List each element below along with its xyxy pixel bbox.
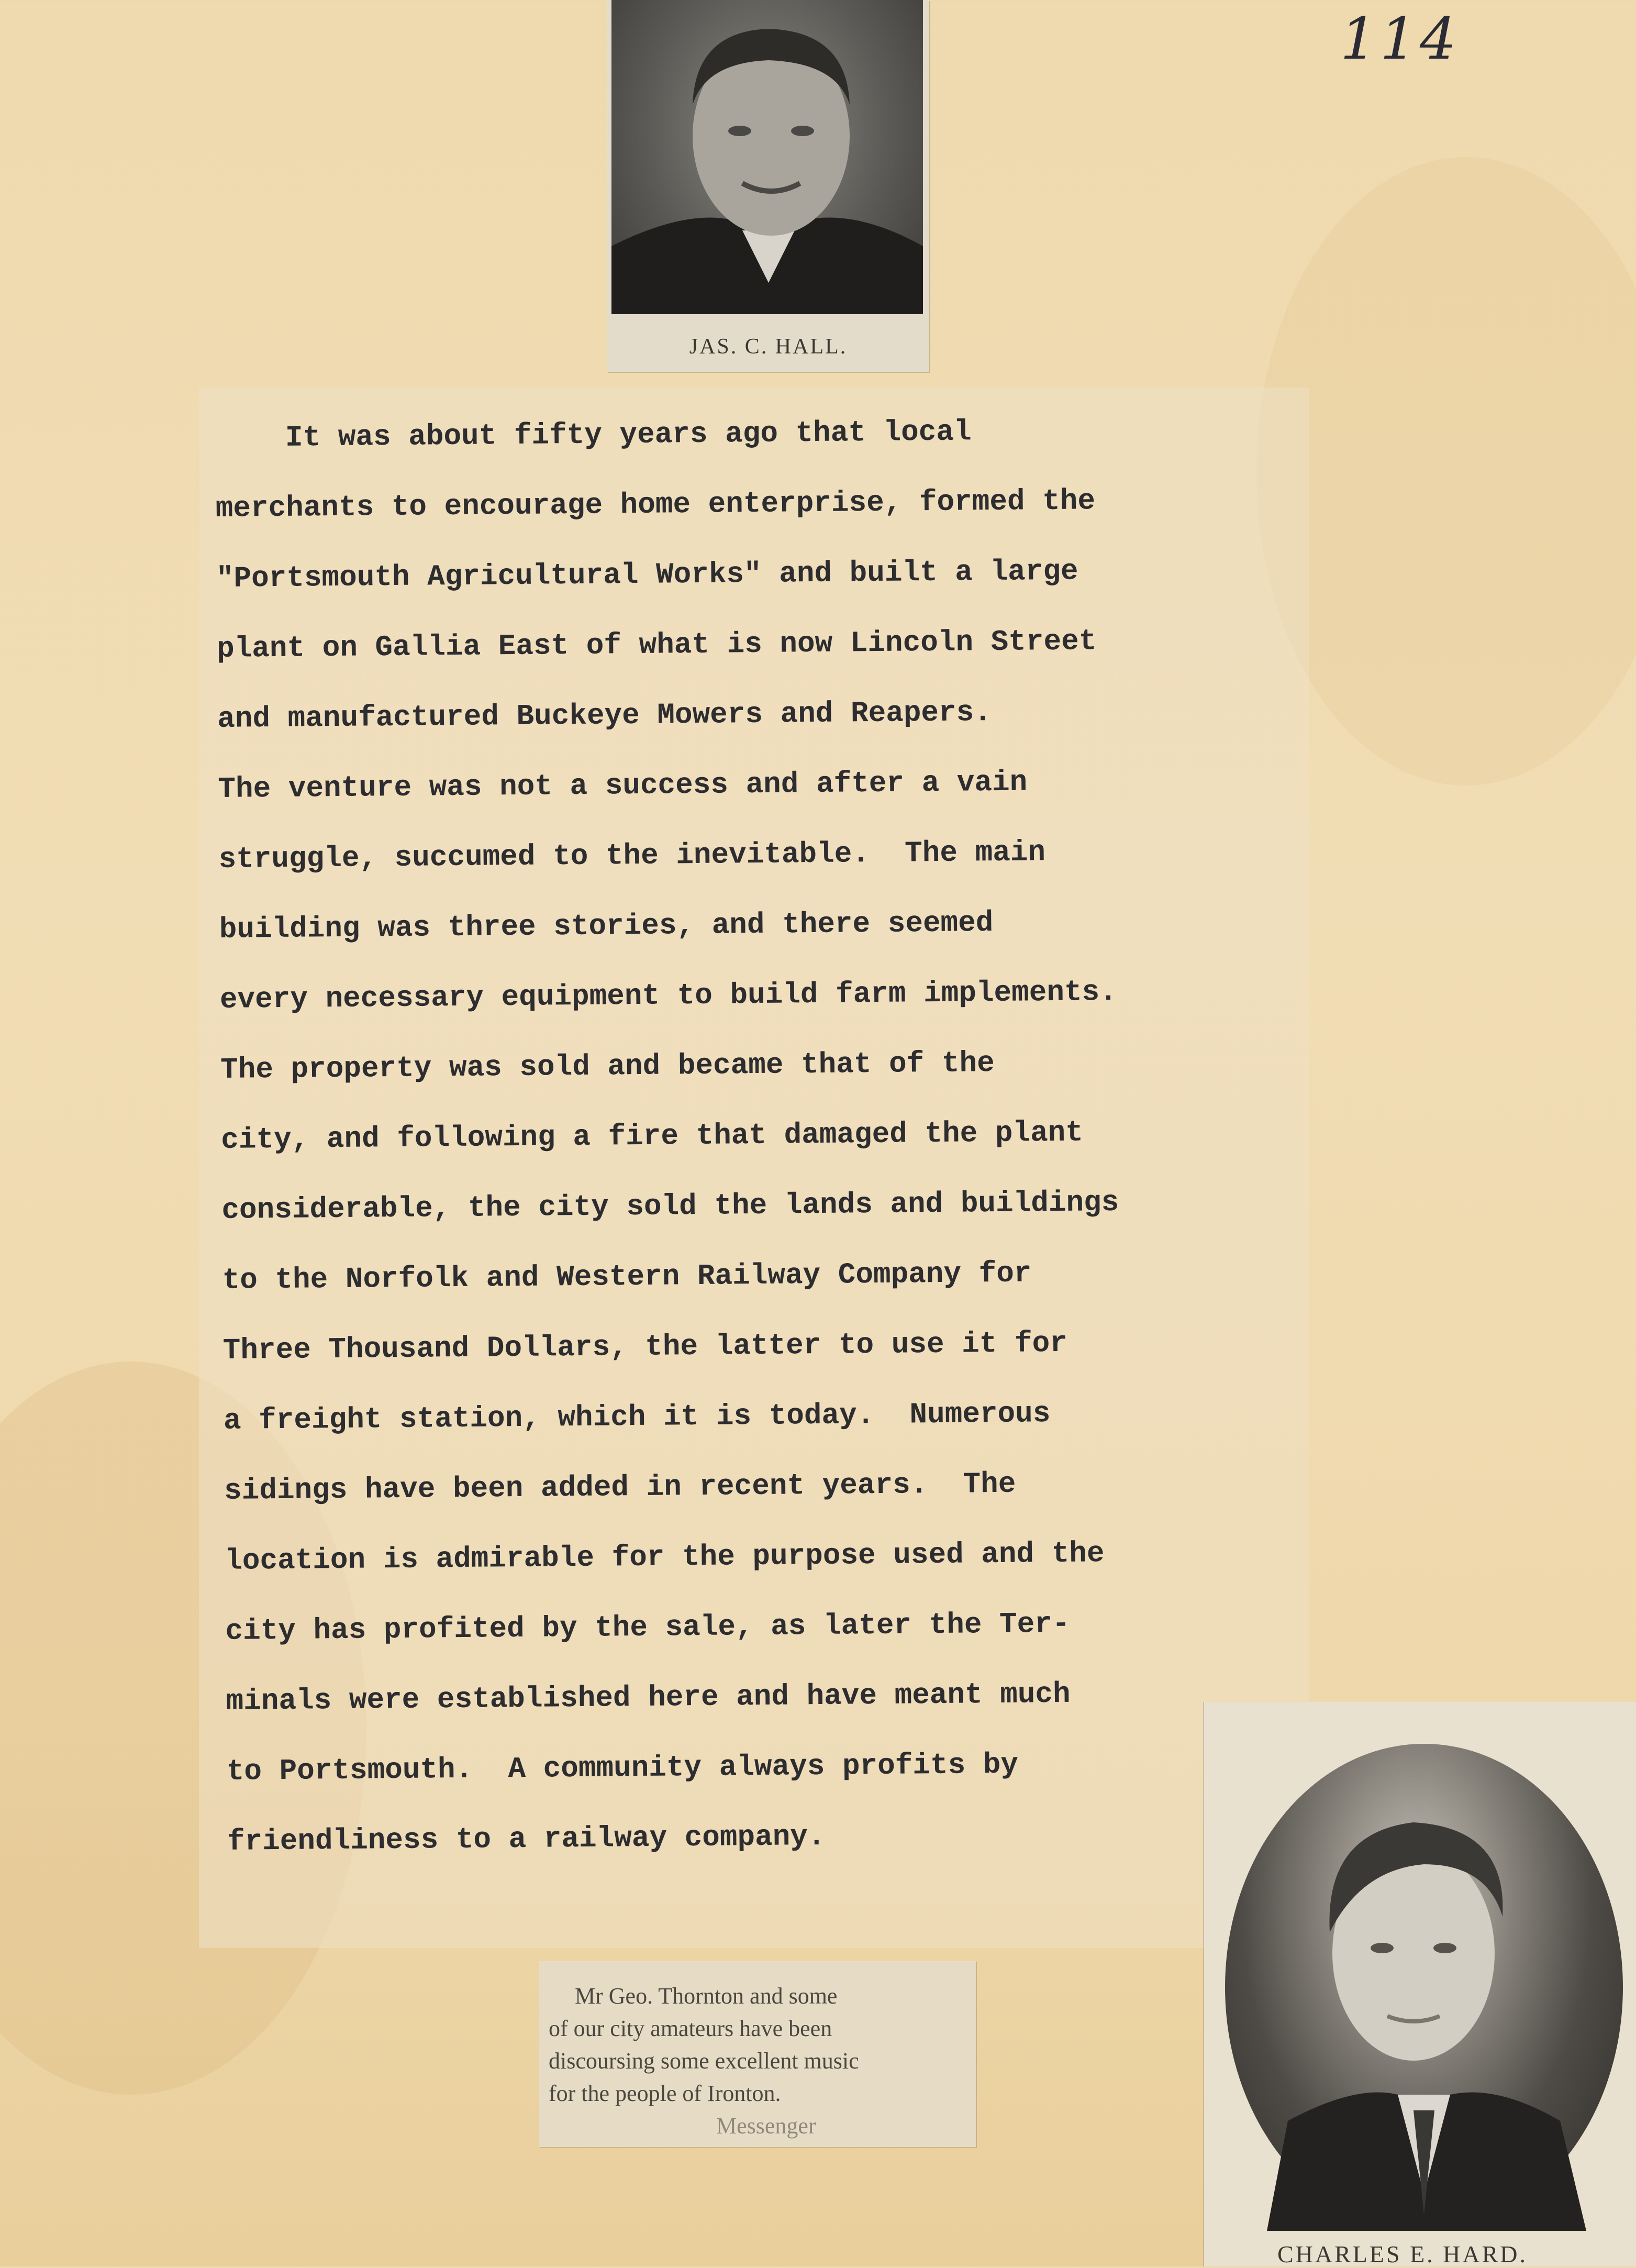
text-line: The venture was not a success and after a vain — [218, 765, 1028, 806]
newspaper-clipping — [539, 1961, 976, 2147]
text-line: considerable, the city sold the lands and buildings — [221, 1185, 1119, 1227]
portrait-clipping-bottom — [1204, 1702, 1636, 2266]
text-line: friendliness to a railway company. — [227, 1819, 826, 1858]
portrait-photo-hall — [611, 0, 923, 314]
text-line: "Portsmouth Agricultural Works" and built a large — [216, 554, 1078, 595]
text-line: building was three stories, and there seemed — [219, 906, 994, 946]
text-line: minals were established here and have meant much — [226, 1677, 1071, 1718]
clipping-line: for the people of Ironton. — [549, 2081, 781, 2106]
text-line: merchants to encourage home enterprise, formed the — [215, 484, 1096, 525]
text-line: city, and following a fire that damaged the plant — [220, 1115, 1084, 1157]
clipping-line: of our city amateurs have been — [549, 2016, 832, 2041]
clipping-line: Messenger — [716, 2113, 816, 2139]
text-line: every necessary equipment to build farm implements. — [219, 975, 1118, 1016]
text-line: city has profited by the sale, as later the Ter- — [225, 1607, 1070, 1648]
portrait-illustration — [611, 0, 923, 314]
text-line: struggle, succumed to the inevitable. The main — [218, 835, 1046, 876]
portrait-caption: CHARLES E. HARD. — [1277, 2241, 1528, 2267]
typewritten-text — [215, 393, 1353, 1877]
page-number: 114 — [1340, 5, 1460, 72]
portrait-photo-hard — [1225, 1744, 1623, 2231]
text-line: sidings have been added in recent years. The — [224, 1467, 1016, 1508]
clipping-line: Mr Geo. Thornton and some — [575, 1983, 838, 2009]
text-line: to the Norfolk and Western Railway Company for — [222, 1256, 1032, 1297]
text-line: The property was sold and became that of the — [220, 1046, 995, 1087]
text-line: and manufactured Buckeye Mowers and Reapers. — [217, 695, 992, 736]
portrait-illustration — [1225, 1744, 1623, 2231]
clipping-line: discoursing some excellent music — [549, 2048, 859, 2074]
text-line: It was about fifty years ago that local — [215, 415, 972, 455]
portrait-caption: JAS. C. HALL. — [689, 335, 848, 359]
text-line: a freight station, which it is today. Numerous — [223, 1397, 1051, 1437]
portrait-clipping-top — [607, 0, 929, 372]
text-line: to Portsmouth. A community always profits by — [226, 1747, 1019, 1788]
text-line: plant on Gallia East of what is now Lincoln Street — [216, 624, 1097, 666]
text-line: Three Thousand Dollars, the latter to use it for — [222, 1326, 1068, 1367]
text-line: location is admirable for the purpose used and the — [225, 1536, 1105, 1578]
